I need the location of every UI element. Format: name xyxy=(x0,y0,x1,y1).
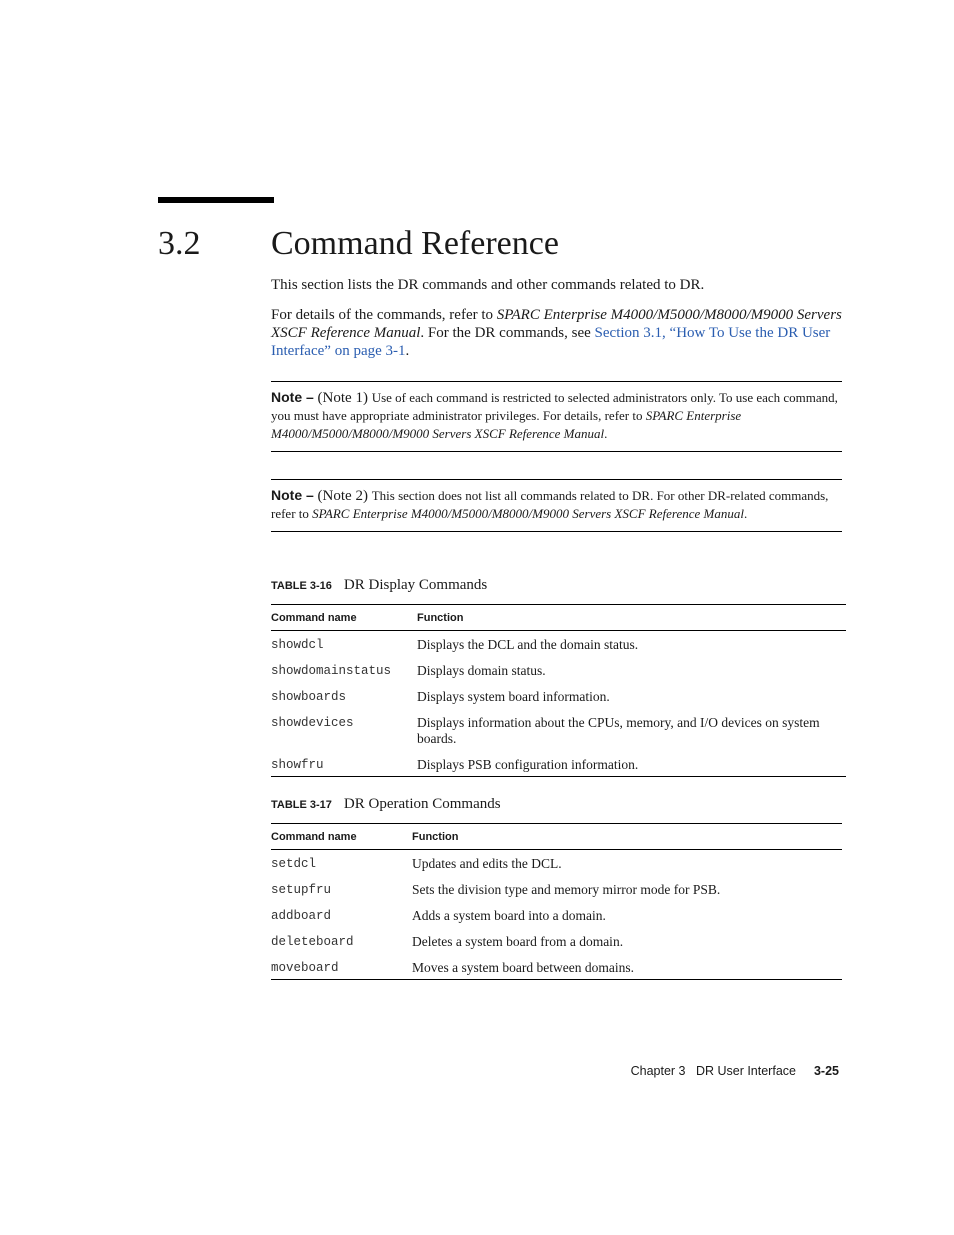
section-link[interactable]: Section 3.1, “How To Use the DR User Interface” on page 3-1 xyxy=(271,325,831,359)
footer-title: DR User Interface xyxy=(695,1064,796,1078)
details-middle: . For the DR commands, see xyxy=(420,325,595,341)
column-header: Command name xyxy=(271,605,417,631)
function-cell: Adds a system board into a domain. xyxy=(412,908,606,923)
table-title: DR Operation Commands xyxy=(343,796,501,812)
details-paragraph xyxy=(271,306,843,360)
page-footer xyxy=(631,1063,839,1079)
command-name-cell: showfru xyxy=(271,752,417,777)
table-row xyxy=(271,903,842,929)
function-cell: Updates and edits the DCL. xyxy=(412,856,562,871)
note-2 xyxy=(271,479,842,532)
note-1 xyxy=(271,381,842,452)
table-caption-17 xyxy=(271,795,501,814)
manual-title: SPARC Enterprise M4000/M5000/M8000/M9000 Servers XSCF Reference Manual xyxy=(271,307,842,341)
table-row xyxy=(271,877,842,903)
table-row xyxy=(271,684,846,710)
table-title: DR Display Commands xyxy=(343,577,488,593)
command-name-cell: setupfru xyxy=(271,883,332,897)
function-cell: Displays system board information. xyxy=(417,689,610,704)
note-text: This section does not list all commands related to DR. For other DR-related commands, refer to xyxy=(271,488,829,521)
section-number: 3.2 xyxy=(158,225,201,262)
table-header-row xyxy=(271,605,846,631)
command-name-cell: showdomainstatus xyxy=(271,664,392,678)
section-rule xyxy=(158,197,274,203)
note-suffix: . xyxy=(604,426,608,441)
table-row xyxy=(271,929,842,955)
table-label: TABLE 3-16 xyxy=(271,580,332,592)
command-name-cell: moveboard xyxy=(271,955,412,980)
intro-paragraph: This section lists the DR commands and other commands related to DR. xyxy=(271,277,705,293)
table-header-row xyxy=(271,824,842,850)
command-name-cell: addboard xyxy=(271,909,332,923)
command-name-cell: setdcl xyxy=(271,857,317,871)
command-name-cell: showdcl xyxy=(271,638,324,652)
details-prefix: For details of the commands, refer to xyxy=(271,307,497,323)
table-row xyxy=(271,850,842,878)
footer-chapter: Chapter 3 xyxy=(630,1064,686,1078)
function-cell: Displays the DCL and the domain status. xyxy=(417,637,639,652)
function-cell: Displays information about the CPUs, memory, and I/O devices on system boards. xyxy=(417,715,820,746)
column-header: Function xyxy=(417,605,846,631)
operation-commands-table xyxy=(271,823,842,980)
function-cell: Deletes a system board from a domain. xyxy=(412,934,624,949)
note-suffix: . xyxy=(743,506,748,521)
note-prefix: (Note 2) xyxy=(313,488,372,504)
table-label: TABLE 3-17 xyxy=(271,799,332,811)
note-label: Note – xyxy=(271,487,314,503)
note-prefix: (Note 1) xyxy=(313,390,372,406)
display-commands-table xyxy=(271,604,846,777)
note-label: Note – xyxy=(271,389,314,405)
function-cell: Sets the division type and memory mirror mode for PSB. xyxy=(412,882,721,897)
table-row xyxy=(271,752,846,777)
table-row xyxy=(271,710,846,752)
note-text: Use of each command is restricted to selected administrators only. To use each command, you must have appropriate administrator privileges. For details, refer to xyxy=(271,390,838,423)
function-cell: Moves a system board between domains. xyxy=(412,955,842,980)
command-name-cell: showboards xyxy=(271,690,347,704)
manual-title: SPARC Enterprise M4000/M5000/M8000/M9000 Servers XSCF Reference Manual xyxy=(271,408,742,441)
manual-title: SPARC Enterprise M4000/M5000/M8000/M9000 Servers XSCF Reference Manual xyxy=(312,506,744,521)
table-row xyxy=(271,955,842,980)
page-title: Command Reference xyxy=(271,225,559,262)
command-name-cell: deleteboard xyxy=(271,935,354,949)
column-header: Command name xyxy=(271,824,412,850)
command-name-cell: showdevices xyxy=(271,716,354,730)
table-caption-16 xyxy=(271,576,487,595)
column-header: Function xyxy=(412,824,842,850)
table-row xyxy=(271,658,846,684)
table-row xyxy=(271,631,846,659)
function-cell: Displays PSB configuration information. xyxy=(417,752,846,777)
details-suffix: . xyxy=(405,343,410,359)
function-cell: Displays domain status. xyxy=(417,663,546,678)
page-number: 3-25 xyxy=(813,1064,839,1078)
